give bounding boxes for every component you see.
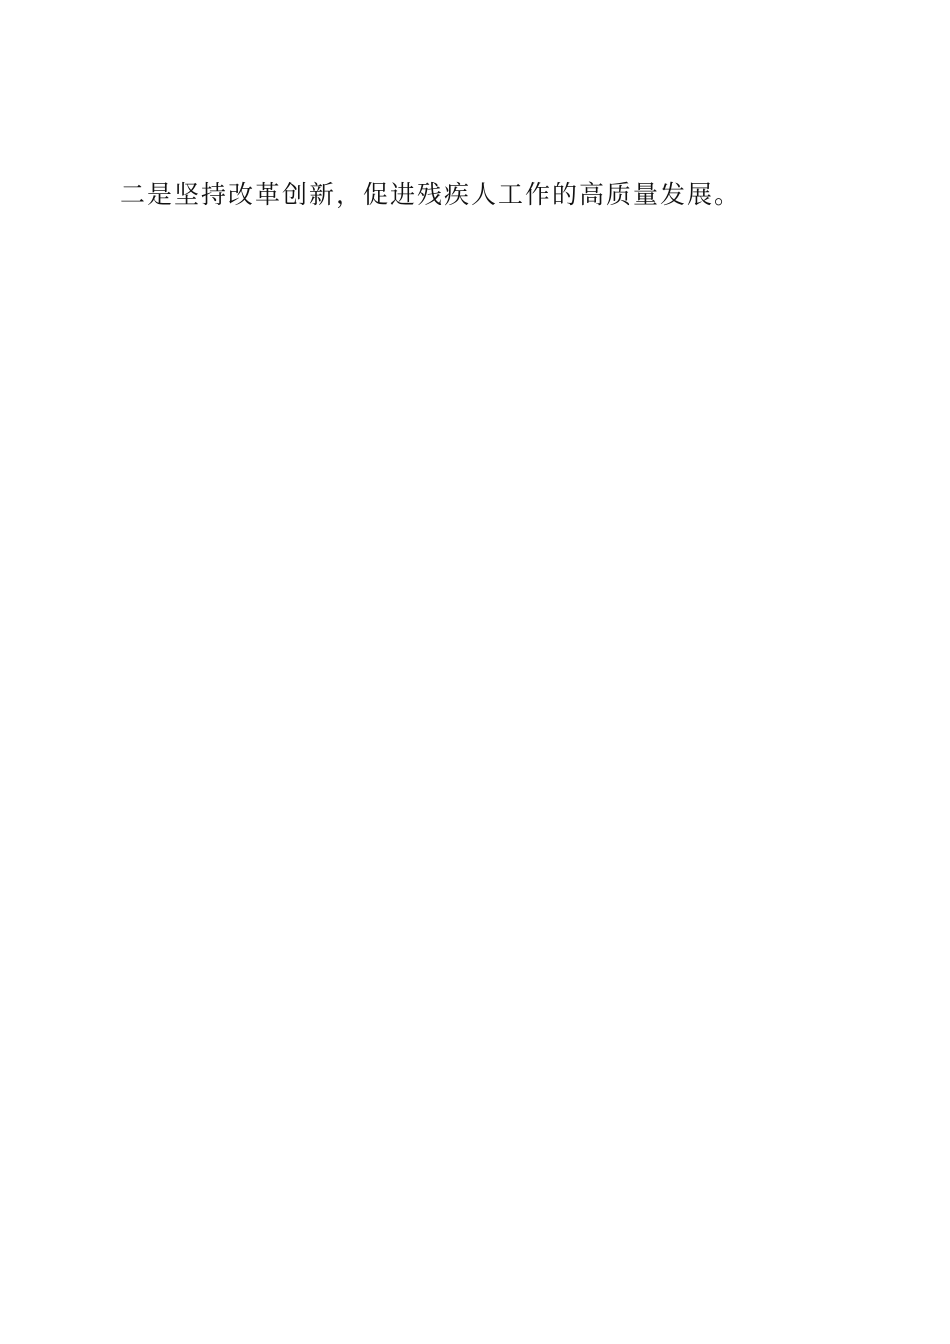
body-paragraph: 二是坚持改革创新，促进残疾人工作的高质量发展。 <box>120 180 742 209</box>
